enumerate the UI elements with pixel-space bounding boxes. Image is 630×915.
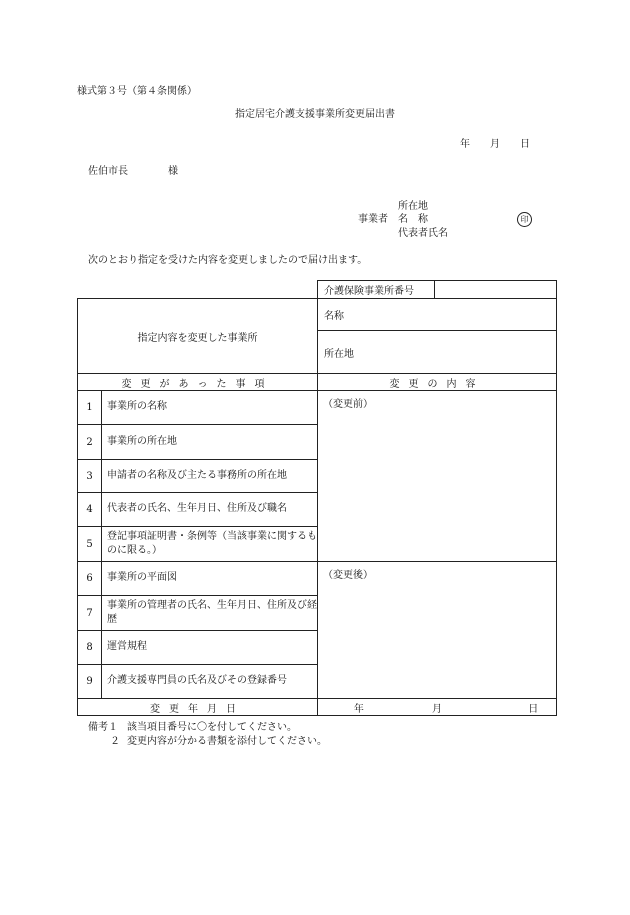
after-change-label: （変更後） — [323, 570, 373, 581]
change-date-label: 変更年月日 — [78, 699, 318, 716]
office-name-label: 名称 — [318, 299, 557, 331]
item-label: 事業所の所在地 — [102, 425, 318, 460]
before-change-label: （変更前） — [323, 399, 373, 410]
changed-office-label: 指定内容を変更した事業所 — [78, 299, 318, 374]
addressee-honorific: 様 — [168, 166, 178, 177]
item-label: 登記事項証明書・条例等（当該事業に関するものに限る。） — [102, 527, 318, 562]
intro-text: 次のとおり指定を受けた内容を変更しましたので届け出ます。 — [88, 255, 368, 266]
seal-mark: 印 — [517, 212, 532, 227]
change-form-table — [77, 280, 557, 716]
date-day-label: 日 — [520, 139, 530, 150]
item-label: 代表者の氏名、生年月日、住所及び職名 — [102, 493, 318, 527]
item-number[interactable]: 6 — [78, 562, 102, 596]
item-number[interactable]: 5 — [78, 527, 102, 562]
note-1-label: 備考１ — [88, 722, 118, 733]
applicant-representative-label: 代表者氏名 — [398, 228, 448, 239]
item-label: 介護支援専門員の氏名及びその登録番号 — [102, 665, 318, 699]
note-1-text: 該当項目番号に〇を付してください。 — [127, 722, 297, 733]
form-number: 様式第３号（第４条関係） — [77, 86, 197, 97]
insurance-number-field[interactable] — [435, 281, 557, 299]
applicant-label: 事業者 — [358, 214, 388, 225]
change-date-year: 年 — [353, 703, 364, 715]
note-2-text: 変更内容が分かる書類を添付してください。 — [127, 736, 327, 747]
change-date-month: 月 — [432, 703, 442, 715]
item-number[interactable]: 7 — [78, 596, 102, 631]
item-number[interactable]: 8 — [78, 631, 102, 665]
changed-items-header: 変更があった事項 — [78, 374, 318, 391]
item-label: 運営規程 — [102, 631, 318, 665]
item-label: 事業所の平面図 — [102, 562, 318, 596]
item-label: 事業所の名称 — [102, 391, 318, 425]
item-label: 申請者の名称及び主たる事務所の所在地 — [102, 460, 318, 493]
item-number[interactable]: 3 — [78, 460, 102, 493]
change-date-field[interactable] — [318, 699, 557, 716]
insurance-number-label: 介護保険事業所番号 — [318, 281, 435, 299]
after-change-field[interactable] — [318, 562, 557, 699]
office-address-label: 所在地 — [318, 331, 557, 374]
item-number[interactable]: 9 — [78, 665, 102, 699]
date-year-label: 年 — [460, 139, 470, 150]
document-title: 指定居宅介護支援事業所変更届出書 — [235, 109, 395, 120]
change-content-header: 変更の内容 — [318, 374, 557, 391]
date-month-label: 月 — [490, 139, 500, 150]
applicant-name-label: 名 称 — [398, 214, 428, 225]
item-number[interactable]: 2 — [78, 425, 102, 460]
applicant-address-label: 所在地 — [398, 201, 428, 212]
item-number[interactable]: 4 — [78, 493, 102, 527]
change-date-day: 日 — [528, 703, 539, 715]
item-number[interactable]: 1 — [78, 391, 102, 425]
before-change-field[interactable] — [318, 391, 557, 562]
item-label: 事業所の管理者の氏名、生年月日、住所及び経歴 — [102, 596, 318, 631]
addressee-name: 佐伯市長 — [88, 166, 128, 177]
note-2-label: ２ — [110, 736, 120, 747]
